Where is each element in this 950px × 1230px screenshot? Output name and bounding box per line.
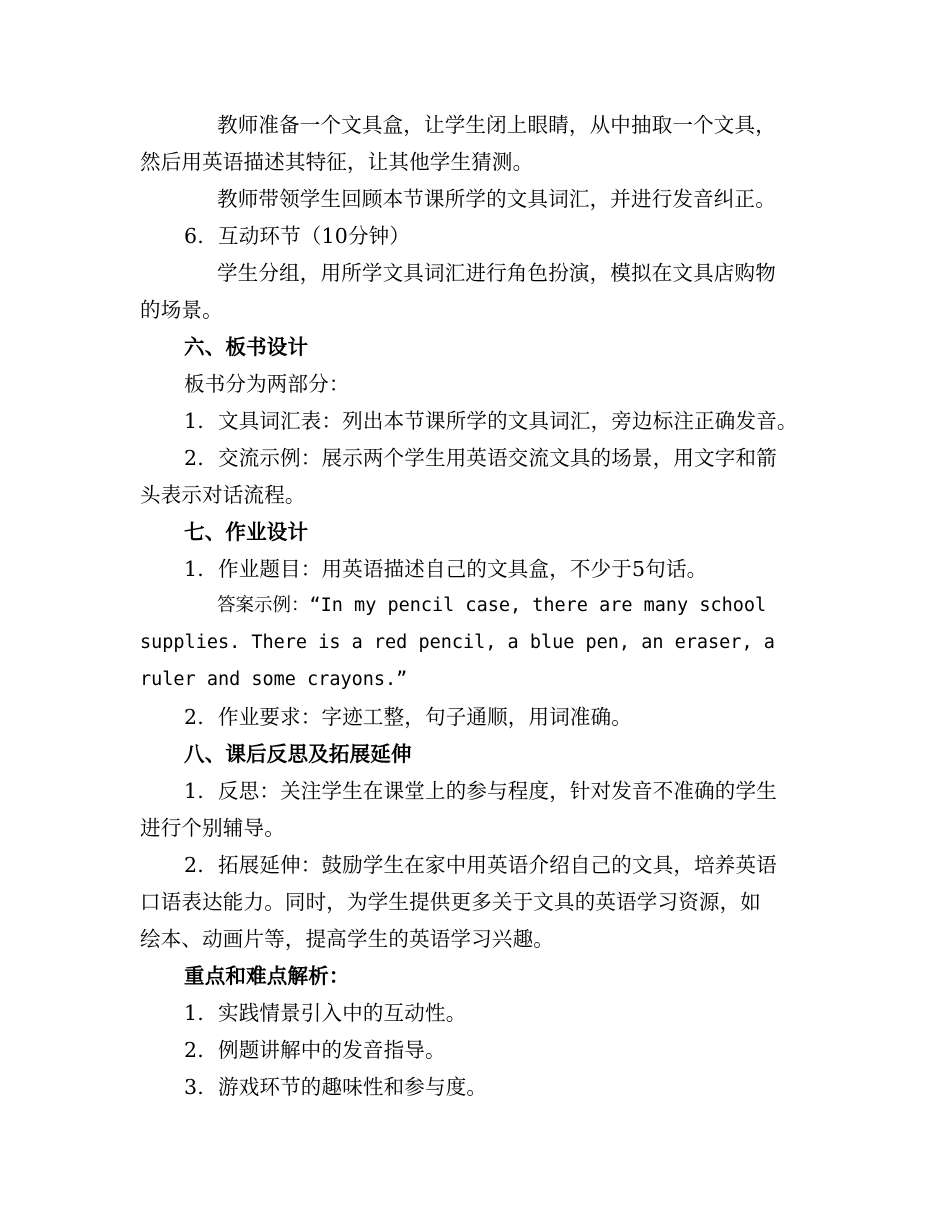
list-text: 交流示例：展示两个学生用英语交流文具的场景，用文字和箭 <box>218 446 777 470</box>
list-text: 例题讲解中的发音指导。 <box>218 1038 446 1062</box>
paragraph-line: 进行个别辅导。 <box>140 816 285 840</box>
paragraph-line: 学生分组，用所学文具词汇进行角色扮演，模拟在文具店购物 <box>217 261 776 285</box>
list-item <box>184 852 777 878</box>
answer-example-line: supplies. There is a red pencil, a blue pen, an eraser, a <box>140 632 775 653</box>
list-number: 1. <box>184 409 204 433</box>
section-heading: 重点和难点解析： <box>184 964 350 988</box>
paragraph-line: 头表示对话流程。 <box>140 483 306 507</box>
list-text: 文具词汇表：列出本节课所学的文具词汇，旁边标注正确发音。 <box>218 409 798 433</box>
paragraph-line: 教师准备一个文具盒，让学生闭上眼睛，从中抽取一个文具， <box>217 113 776 137</box>
list-item <box>184 408 798 434</box>
list-number: 2. <box>184 446 204 470</box>
list-text: 互动环节（10分钟） <box>218 224 411 248</box>
paragraph-line: 然后用英语描述其特征，让其他学生猜测。 <box>140 150 534 174</box>
paragraph-line: 口语表达能力。同时，为学生提供更多关于文具的英语学习资源，如 <box>140 890 761 914</box>
paragraph-line: 板书分为两部分： <box>184 372 350 396</box>
section-heading: 八、课后反思及拓展延伸 <box>184 742 412 766</box>
list-number: 1. <box>184 1001 204 1025</box>
list-number: 1. <box>184 779 204 803</box>
list-text: 拓展延伸：鼓励学生在家中用英语介绍自己的文具，培养英语 <box>218 853 777 877</box>
list-number: 2. <box>184 1038 204 1062</box>
list-item <box>184 556 707 582</box>
list-item <box>184 1074 487 1100</box>
list-text: 实践情景引入中的互动性。 <box>218 1001 467 1025</box>
paragraph-line: 教师带领学生回顾本节课所学的文具词汇，并进行发音纠正。 <box>217 187 776 211</box>
paragraph-line: 的场景。 <box>140 298 223 322</box>
paragraph-line: 绘本、动画片等，提高学生的英语学习兴趣。 <box>140 927 554 951</box>
list-item <box>184 778 777 804</box>
list-item <box>184 223 410 249</box>
answer-example-line: ruler and some crayons.” <box>140 669 408 690</box>
answer-example-line: 答案示例：“In my pencil case, there are many school <box>217 595 767 616</box>
section-heading: 七、作业设计 <box>184 520 309 544</box>
list-number: 3. <box>184 1075 204 1099</box>
list-number: 2. <box>184 853 204 877</box>
list-number: 6. <box>184 224 204 248</box>
list-item <box>184 445 777 471</box>
list-text: 作业要求：字迹工整，句子通顺，用词准确。 <box>218 705 632 729</box>
list-item <box>184 704 632 730</box>
list-number: 1. <box>184 557 204 581</box>
list-text: 游戏环节的趣味性和参与度。 <box>218 1075 488 1099</box>
list-number: 2. <box>184 705 204 729</box>
list-item <box>184 1037 446 1063</box>
list-text: 作业题目：用英语描述自己的文具盒，不少于5句话。 <box>218 557 708 581</box>
list-text: 反思：关注学生在课堂上的参与程度，针对发音不准确的学生 <box>218 779 777 803</box>
list-item <box>184 1000 466 1026</box>
section-heading: 六、板书设计 <box>184 335 309 359</box>
